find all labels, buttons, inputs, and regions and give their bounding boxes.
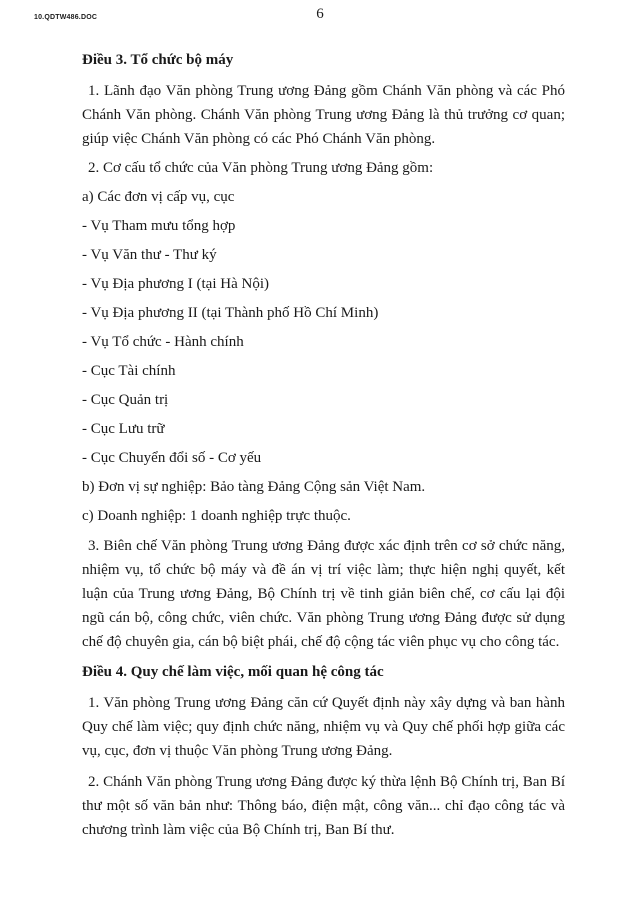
article-4-heading: Điều 4. Quy chế làm việc, mối quan hệ công tác bbox=[82, 664, 384, 680]
article-4-paragraph-2: 2. Chánh Văn phòng Trung ương Đảng được ký thừa lệnh Bộ Chính trị, Ban Bí thư một số văn bản như: Thông báo, điện mật, công văn... chỉ đạo công tác và chương trình làm việc của Bộ Chính trị, Ban Bí thư. bbox=[82, 774, 565, 838]
org-unit-item: - Cục Chuyển đổi số - Cơ yếu bbox=[82, 450, 262, 466]
org-group-c: c) Doanh nghiệp: 1 doanh nghiệp trực thuộc. bbox=[82, 508, 351, 524]
org-unit-item: - Vụ Văn thư - Thư ký bbox=[82, 247, 217, 263]
file-code: 10.QDTW486.DOC bbox=[34, 14, 98, 21]
page-number: 6 bbox=[316, 6, 324, 22]
org-unit-item: - Vụ Địa phương I (tại Hà Nội) bbox=[82, 276, 269, 292]
org-group-a: a) Các đơn vị cấp vụ, cục bbox=[82, 189, 235, 205]
org-unit-item: - Cục Tài chính bbox=[82, 363, 176, 379]
article-3-paragraph-2: 2. Cơ cấu tổ chức của Văn phòng Trung ương Đảng gồm: bbox=[88, 160, 434, 176]
article-3-heading: Điều 3. Tổ chức bộ máy bbox=[82, 52, 234, 68]
org-unit-item: - Vụ Tổ chức - Hành chính bbox=[82, 334, 244, 350]
org-unit-item: - Cục Quản trị bbox=[82, 392, 169, 408]
article-4-paragraph-1: 1. Văn phòng Trung ương Đảng căn cứ Quyết định này xây dựng và ban hành Quy chế làm việc; quy định chức năng, nhiệm vụ và Quy chế phối hợp giữa các vụ, cục, đơn vị thuộc Văn phòng Trung ương Đảng. bbox=[82, 695, 565, 759]
org-unit-item: - Vụ Địa phương II (tại Thành phố Hồ Chí Minh) bbox=[82, 305, 379, 321]
article-3-paragraph-3: 3. Biên chế Văn phòng Trung ương Đảng được xác định trên cơ sở chức năng, nhiệm vụ, tổ chức bộ máy và đề án vị trí việc làm; thực hiện nghị quyết, kết luận của Trung ương Đảng, Bộ Chính trị về tinh giản biên chế, cơ cấu lại đội ngũ cán bộ, công chức, viên chức. Văn phòng Trung ương Đảng được sử dụng chế độ chuyên gia, cán bộ biệt phái, chế độ cộng tác viên phục vụ cho công tác. bbox=[82, 538, 565, 650]
article-3-paragraph-1: 1. Lãnh đạo Văn phòng Trung ương Đảng gồm Chánh Văn phòng và các Phó Chánh Văn phòng. Chánh Văn phòng Trung ương Đảng là thủ trưởng cơ quan; giúp việc Chánh Văn phòng có các Phó Chánh Văn phòng. bbox=[82, 83, 565, 147]
org-unit-item: - Vụ Tham mưu tổng hợp bbox=[82, 218, 236, 234]
org-unit-item: - Cục Lưu trữ bbox=[82, 421, 165, 437]
org-group-b: b) Đơn vị sự nghiệp: Bảo tàng Đảng Cộng sản Việt Nam. bbox=[82, 479, 426, 495]
document-body bbox=[82, 48, 565, 842]
